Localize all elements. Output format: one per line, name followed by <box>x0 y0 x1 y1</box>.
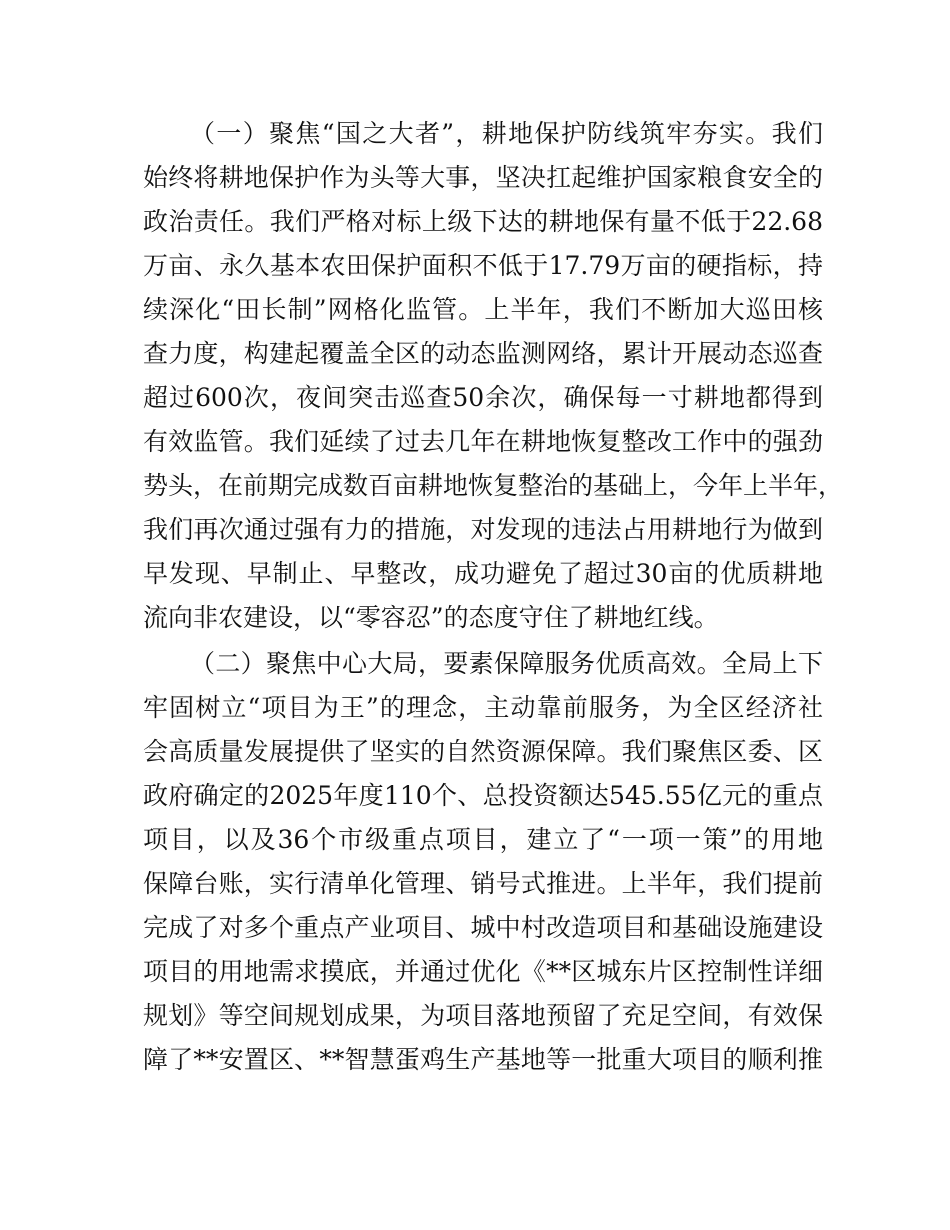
paragraph-1-line-4: 万亩、永久基本农田保护面积不低于17.79万亩的硬指标，持 <box>143 251 823 280</box>
paragraph-2-line-7: 完成了对多个重点产业项目、城中村改造项目和基础设施建设 <box>143 913 823 942</box>
paragraph-2-line-3: 会高质量发展提供了坚实的自然资源保障。我们聚焦区委、区 <box>143 737 823 766</box>
paragraph-1-line-7: 超过600次，夜间突击巡查50余次，确保每一寸耕地都得到 <box>143 383 823 412</box>
paragraph-2-line-8: 项目的用地需求摸底，并通过优化《**区城东片区控制性详细 <box>143 957 823 986</box>
paragraph-1-line-10: 我们再次通过强有力的措施，对发现的违法占用耕地行为做到 <box>143 515 823 544</box>
paragraph-2-line-10: 障了**安置区、**智慧蛋鸡生产基地等一批重大项目的顺利推 <box>143 1045 823 1074</box>
paragraph-2-line-1: （二）聚焦中心大局，要素保障服务优质高效。全局上下 <box>190 649 823 678</box>
paragraph-1-line-3: 政治责任。我们严格对标上级下达的耕地保有量不低于22.68 <box>143 207 823 236</box>
paragraph-1-line-1: （一）聚焦“国之大者”，耕地保护防线筑牢夯实。我们 <box>190 119 823 148</box>
paragraph-1-line-9: 势头，在前期完成数百亩耕地恢复整治的基础上，今年上半年， <box>143 471 844 500</box>
paragraph-1-line-5: 续深化“田长制”网格化监管。上半年，我们不断加大巡田核 <box>143 295 823 324</box>
paragraph-2-line-2: 牢固树立“项目为王”的理念，主动靠前服务，为全区经济社 <box>143 693 823 722</box>
paragraph-2-line-5: 项目，以及36个市级重点项目，建立了“一项一策”的用地 <box>143 825 823 854</box>
paragraph-1-line-11: 早发现、早制止、早整改，成功避免了超过30亩的优质耕地 <box>143 559 823 588</box>
paragraph-2-line-9: 规划》等空间规划成果，为项目落地预留了充足空间，有效保 <box>143 1001 823 1030</box>
paragraph-1-line-8: 有效监管。我们延续了过去几年在耕地恢复整改工作中的强劲 <box>143 427 823 456</box>
paragraph-1-line-12: 流向非农建设，以“零容忍”的态度守住了耕地红线。 <box>143 603 719 632</box>
paragraph-1-line-6: 查力度，构建起覆盖全区的动态监测网络，累计开展动态巡查 <box>143 339 823 368</box>
paragraph-1-line-2: 始终将耕地保护作为头等大事，坚决扛起维护国家粮食安全的 <box>143 163 823 192</box>
paragraph-2-line-4: 政府确定的2025年度110个、总投资额达545.55亿元的重点 <box>143 781 823 810</box>
paragraph-2-line-6: 保障台账，实行清单化管理、销号式推进。上半年，我们提前 <box>143 869 823 898</box>
